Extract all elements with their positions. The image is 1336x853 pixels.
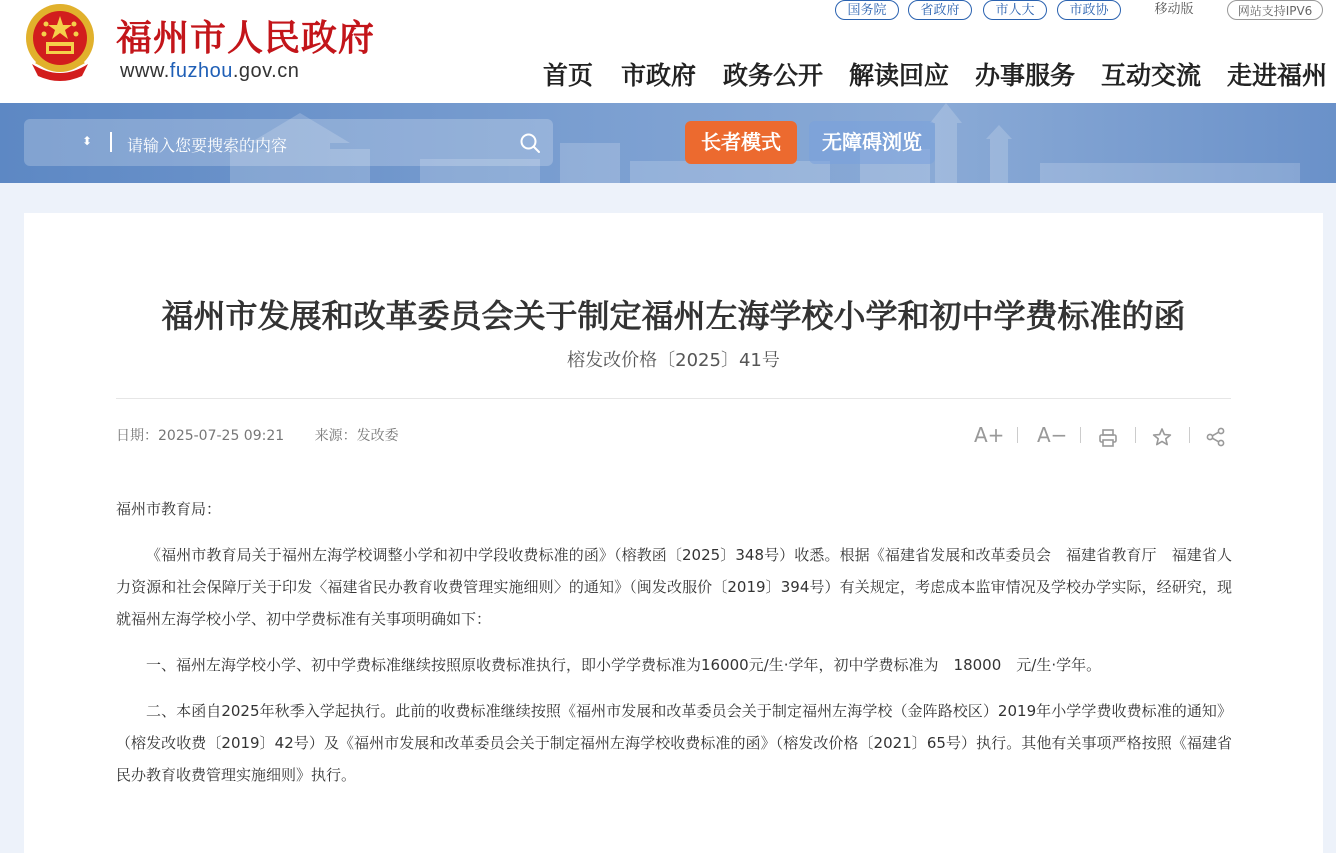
tool-separator [1135,427,1136,443]
search-divider [110,132,112,152]
article-source: 来源：发改委 [314,428,399,444]
article-paragraph: 一、福州左海学校小学、初中学费标准继续按照原收费标准执行，即小学学费标准为16000元/生·学年，初中学费标准为 18000 元/生·学年。 [146,656,1102,674]
publish-date: 日期：2025-07-25 09:21 [116,428,285,444]
tool-separator [1080,427,1081,443]
tool-separator [1189,427,1190,443]
divider [116,398,1231,399]
article-body [116,493,1232,791]
tool-separator [1017,427,1018,443]
article-paragraph: 二、本函自2025年秋季入学起执行。此前的收费标准继续按照《福州市发展和改革委员会关于制定福州左海学校（金阵路校区）2019年小学学费收费标准的通知》（榕发改收费〔2019〕42号）及《福州市发展和改革委员会关于制定福州左海学校收费标准的函》（榕发改价格〔2021〕65号）执行。其他有关事项严格按照《福建省民办教育收费管理实施细则》执行。 [116,702,1232,784]
accessibility-button[interactable]: 无障碍浏览 [809,121,935,164]
url-highlight: fuzhou [169,60,233,82]
search-icon[interactable] [519,132,541,154]
search-scope-select[interactable]: ⬍ [82,134,93,148]
share-icon[interactable] [1206,425,1226,449]
site-url[interactable] [120,60,299,83]
doc-number: 榕发改价格〔2025〕41号 [567,350,780,371]
search-banner [0,103,1336,183]
search-box[interactable] [24,119,553,166]
ipv6-badge: 网站支持IPV6 [1227,0,1323,20]
site-title[interactable]: 福州市人民政府 [116,17,376,59]
url-suffix: .gov.cn [232,60,300,82]
toplink-provincial-gov[interactable]: 省政府 [908,0,972,20]
font-decrease-button[interactable]: A− [1037,423,1068,447]
nav-interpretation[interactable]: 解读回应 [849,61,950,90]
url-prefix: www. [120,60,170,82]
nav-municipal-gov[interactable]: 市政府 [621,61,697,90]
search-input[interactable]: 请输入您要搜索的内容 [127,136,288,155]
elder-mode-button[interactable]: 长者模式 [685,121,797,164]
nav-gov-affairs[interactable]: 政务公开 [723,61,824,90]
article-meta [116,425,425,445]
star-icon[interactable] [1152,425,1172,449]
toplink-municipal-cppcc[interactable]: 市政协 [1057,0,1121,20]
national-emblem-icon[interactable] [22,2,98,82]
nav-about-fuzhou[interactable]: 走进福州 [1227,61,1328,90]
nav-services[interactable]: 办事服务 [975,61,1076,90]
site-header [0,0,1336,103]
print-icon[interactable] [1098,426,1118,450]
greeting: 福州市教育局： [116,500,222,518]
page-title: 福州市发展和改革委员会关于制定福州左海学校小学和初中学费标准的函 [161,297,1186,335]
mobile-version-link[interactable]: 移动版 [1154,2,1194,17]
toplink-municipal-congress[interactable]: 市人大 [983,0,1047,20]
article-card [24,213,1323,853]
nav-interaction[interactable]: 互动交流 [1101,61,1202,90]
font-increase-button[interactable]: A+ [974,423,1005,447]
toplink-state-council[interactable]: 国务院 [835,0,899,20]
nav-home[interactable]: 首页 [543,61,594,90]
article-paragraph: 《福州市教育局关于福州左海学校调整小学和初中学段收费标准的函》（榕教函〔2025〕348号）收悉。根据《福建省发展和改革委员会 福建省教育厅 福建省人力资源和社会保障厅关于印发〈福建省民办教育收费管理实施细则〉的通知》（闽发改服价〔2019〕394号）有关规定，考虑成本监审情况及学校办学实际，经研究，现就福州左海学校小学、初中学费标准有关事项明确如下： [116,546,1232,628]
